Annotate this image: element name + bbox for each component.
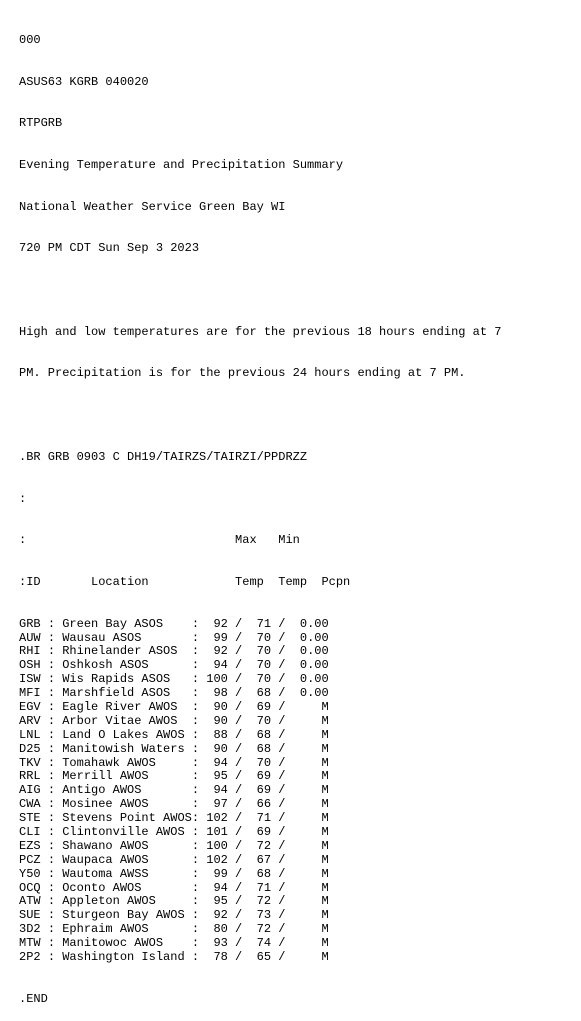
- station-id: CWA: [19, 797, 48, 812]
- column-separator: /: [271, 616, 293, 631]
- precip: 0.00: [292, 658, 329, 673]
- station-id: TKV: [19, 755, 48, 770]
- blank-line: [19, 409, 562, 423]
- min-temp: 69: [249, 783, 272, 798]
- column-separator: :: [191, 825, 200, 840]
- table-row: [19, 715, 562, 729]
- station-id: SUE: [19, 908, 48, 923]
- max-temp: 99: [199, 866, 228, 881]
- table-row: [19, 645, 562, 659]
- station-id: AIG: [19, 783, 48, 798]
- column-separator: :: [191, 686, 200, 701]
- precip: M: [292, 838, 329, 853]
- column-separator: :: [191, 894, 200, 909]
- column-separator: /: [227, 825, 250, 840]
- table-row: [19, 909, 562, 923]
- column-separator: :: [47, 686, 63, 701]
- precip: M: [292, 880, 329, 895]
- station-location: Merrill AWOS: [62, 769, 192, 784]
- table-row: [19, 770, 562, 784]
- column-separator: /: [271, 811, 293, 826]
- station-id: PCZ: [19, 852, 48, 867]
- column-separator: /: [227, 908, 250, 923]
- precip: 0.00: [292, 616, 329, 631]
- column-separator: /: [227, 880, 250, 895]
- max-temp: 94: [199, 658, 228, 673]
- column-separator: :: [191, 811, 200, 826]
- max-temp: 94: [199, 783, 228, 798]
- column-separator: /: [227, 894, 250, 909]
- precip: M: [292, 700, 329, 714]
- min-temp: 68: [249, 866, 272, 881]
- max-temp: 78: [199, 950, 228, 965]
- max-temp: 98: [199, 686, 228, 701]
- min-temp: 70: [249, 658, 272, 673]
- max-temp: 102: [199, 852, 228, 867]
- table-row: [19, 923, 562, 937]
- station-id: MFI: [19, 686, 48, 701]
- min-temp: 68: [249, 741, 272, 756]
- station-location: Arbor Vitae AWOS: [62, 713, 192, 728]
- column-separator: /: [271, 852, 293, 867]
- min-temp: 67: [249, 852, 272, 867]
- column-separator: :: [191, 936, 200, 951]
- table-row: [19, 937, 562, 951]
- station-id: OSH: [19, 658, 48, 673]
- precip: M: [292, 783, 329, 798]
- column-separator: /: [227, 741, 250, 756]
- column-separator: /: [271, 700, 293, 714]
- precip: M: [292, 908, 329, 923]
- min-temp: 71: [249, 616, 272, 631]
- column-separator: /: [271, 741, 293, 756]
- min-temp: 70: [249, 672, 272, 687]
- station-id: GRB: [19, 616, 48, 631]
- table-row: [19, 757, 562, 771]
- column-separator: :: [191, 797, 200, 812]
- table-row: [19, 840, 562, 854]
- column-separator: :: [191, 852, 200, 867]
- max-temp: 101: [199, 825, 228, 840]
- table-row: [19, 854, 562, 868]
- table-row: [19, 784, 562, 798]
- precip: M: [292, 866, 329, 881]
- station-id: ATW: [19, 894, 48, 909]
- precip: M: [292, 825, 329, 840]
- table-row: [19, 812, 562, 826]
- header-line: RTPGRB: [19, 116, 63, 131]
- column-separator: :: [47, 700, 63, 714]
- column-separator: :: [191, 755, 200, 770]
- column-separator: :: [47, 825, 63, 840]
- station-id: RRL: [19, 769, 48, 784]
- station-id: D25: [19, 741, 48, 756]
- max-temp: 90: [199, 700, 228, 714]
- header-line: ASUS63 KGRB 040020: [19, 74, 149, 89]
- column-separator: /: [271, 755, 293, 770]
- precip: M: [292, 713, 329, 728]
- column-separator: :: [47, 741, 63, 756]
- column-separator: :: [47, 838, 63, 853]
- column-separator: :: [191, 922, 200, 937]
- column-separator: :: [47, 616, 63, 631]
- station-location: Waupaca AWOS: [62, 852, 192, 867]
- column-separator: :: [47, 783, 63, 798]
- precip: M: [292, 769, 329, 784]
- column-separator: :: [47, 755, 63, 770]
- table-row: [19, 895, 562, 909]
- column-separator: :: [191, 769, 200, 784]
- shef-header-line: .BR GRB 0903 C DH19/TAIRZS/TAIRZI/PPDRZZ: [19, 449, 308, 464]
- table-row: [19, 659, 562, 673]
- min-temp: 70: [249, 755, 272, 770]
- table-row: [19, 951, 562, 965]
- station-location: Wis Rapids ASOS: [62, 672, 192, 687]
- header-line: 000: [19, 32, 41, 47]
- column-separator: :: [191, 741, 200, 756]
- station-id: 3D2: [19, 922, 48, 937]
- station-location: Green Bay ASOS: [62, 616, 192, 631]
- station-id: RHI: [19, 644, 48, 659]
- station-location: Land O Lakes AWOS: [62, 727, 192, 742]
- precip: 0.00: [292, 686, 329, 701]
- column-separator: :: [191, 866, 200, 881]
- station-id: MTW: [19, 936, 48, 951]
- station-location: Clintonville AWOS: [62, 825, 192, 840]
- column-separator: /: [271, 825, 293, 840]
- intro-line: PM. Precipitation is for the previous 24 hours ending at 7 PM.: [19, 366, 466, 381]
- min-temp: 68: [249, 727, 272, 742]
- column-separator: /: [227, 838, 250, 853]
- min-temp: 65: [249, 950, 272, 965]
- station-id: OCQ: [19, 880, 48, 895]
- station-location: Ephraim AWOS: [62, 922, 192, 937]
- precip: M: [292, 950, 329, 965]
- min-temp: 69: [249, 700, 272, 714]
- column-separator: :: [47, 797, 63, 812]
- column-separator: /: [271, 658, 293, 673]
- column-separator: /: [271, 936, 293, 951]
- station-location: Wautoma AWSS: [62, 866, 192, 881]
- column-separator: /: [227, 672, 250, 687]
- min-temp: 70: [249, 630, 272, 645]
- column-separator: :: [191, 700, 200, 714]
- column-separator: :: [47, 880, 63, 895]
- station-location: Oconto AWOS: [62, 880, 192, 895]
- column-separator: /: [271, 713, 293, 728]
- max-temp: 100: [199, 838, 228, 853]
- column-separator: :: [191, 713, 200, 728]
- min-temp: 69: [249, 825, 272, 840]
- precip: M: [292, 727, 329, 742]
- station-location: Stevens Point AWOS: [62, 811, 192, 826]
- column-separator: :: [47, 769, 63, 784]
- precip: M: [292, 811, 329, 826]
- min-temp: 71: [249, 811, 272, 826]
- column-separator: /: [271, 866, 293, 881]
- max-temp: 94: [199, 880, 228, 895]
- table-row: [19, 687, 562, 701]
- precip: M: [292, 922, 329, 937]
- min-temp: 68: [249, 686, 272, 701]
- station-id: LNL: [19, 727, 48, 742]
- table-row: [19, 868, 562, 882]
- column-separator: /: [227, 866, 250, 881]
- table-row: [19, 729, 562, 743]
- column-separator: :: [47, 922, 63, 937]
- precip: M: [292, 741, 329, 756]
- max-temp: 92: [199, 644, 228, 659]
- column-separator: :: [47, 630, 63, 645]
- min-temp: 72: [249, 894, 272, 909]
- min-temp: 72: [249, 838, 272, 853]
- station-id: ARV: [19, 713, 48, 728]
- column-separator: :: [191, 908, 200, 923]
- station-location: Mosinee AWOS: [62, 797, 192, 812]
- column-separator: :: [191, 644, 200, 659]
- station-id: CLI: [19, 825, 48, 840]
- table-row: [19, 701, 562, 715]
- station-id: 2P2: [19, 950, 48, 965]
- max-temp: 90: [199, 741, 228, 756]
- column-header-line: :ID Location Temp Temp Pcpn: [19, 574, 351, 589]
- max-temp: 94: [199, 755, 228, 770]
- table-row: [19, 673, 562, 687]
- intro-line: High and low temperatures are for the previous 18 hours ending at 7: [19, 324, 502, 339]
- column-separator: :: [47, 866, 63, 881]
- column-separator: /: [227, 797, 250, 812]
- precip: 0.00: [292, 672, 329, 687]
- station-location: Tomahawk AWOS: [62, 755, 192, 770]
- min-temp: 72: [249, 922, 272, 937]
- column-separator: /: [271, 908, 293, 923]
- column-separator: :: [47, 672, 63, 687]
- column-separator: :: [47, 894, 63, 909]
- column-separator: :: [47, 950, 63, 965]
- column-separator: /: [227, 922, 250, 937]
- table-row: [19, 618, 562, 632]
- max-temp: 95: [199, 769, 228, 784]
- station-location: Antigo AWOS: [62, 783, 192, 798]
- station-location: Wausau ASOS: [62, 630, 192, 645]
- station-id: AUW: [19, 630, 48, 645]
- column-separator: /: [271, 838, 293, 853]
- blank-line: [19, 284, 562, 298]
- column-separator: /: [227, 630, 250, 645]
- station-location: Shawano AWOS: [62, 838, 192, 853]
- station-id: EZS: [19, 838, 48, 853]
- column-separator: /: [227, 713, 250, 728]
- station-location: Manitowish Waters: [62, 741, 192, 756]
- table-row: [19, 798, 562, 812]
- column-header-line: : Max Min: [19, 533, 300, 548]
- column-separator: /: [271, 950, 293, 965]
- issuing-office: National Weather Service Green Bay WI: [19, 199, 286, 214]
- min-temp: 71: [249, 880, 272, 895]
- column-separator: /: [227, 727, 250, 742]
- max-temp: 95: [199, 894, 228, 909]
- precip: M: [292, 852, 329, 867]
- max-temp: 97: [199, 797, 228, 812]
- station-location: Oshkosh ASOS: [62, 658, 192, 673]
- min-temp: 70: [249, 713, 272, 728]
- precip: M: [292, 894, 329, 909]
- column-separator: :: [191, 727, 200, 742]
- precip: M: [292, 755, 329, 770]
- column-separator: /: [227, 950, 250, 965]
- station-location: Sturgeon Bay AWOS: [62, 908, 192, 923]
- station-location: Eagle River AWOS: [62, 700, 192, 714]
- max-temp: 90: [199, 713, 228, 728]
- column-separator: :: [191, 630, 200, 645]
- column-separator: :: [191, 950, 200, 965]
- column-separator: /: [271, 894, 293, 909]
- issue-time: 720 PM CDT Sun Sep 3 2023: [19, 241, 200, 256]
- max-temp: 80: [199, 922, 228, 937]
- column-separator: /: [227, 686, 250, 701]
- column-separator: :: [191, 880, 200, 895]
- column-separator: /: [271, 769, 293, 784]
- column-separator: :: [191, 616, 200, 631]
- column-separator: /: [271, 630, 293, 645]
- column-separator: /: [227, 811, 250, 826]
- min-temp: 74: [249, 936, 272, 951]
- station-location: Washington Island: [62, 950, 192, 965]
- max-temp: 92: [199, 908, 228, 923]
- column-separator: /: [271, 783, 293, 798]
- column-separator: /: [227, 783, 250, 798]
- max-temp: 99: [199, 630, 228, 645]
- column-separator: :: [47, 713, 63, 728]
- column-separator: /: [227, 755, 250, 770]
- column-separator: /: [271, 880, 293, 895]
- max-temp: 93: [199, 936, 228, 951]
- column-separator: :: [191, 658, 200, 673]
- column-separator: :: [47, 908, 63, 923]
- max-temp: 100: [199, 672, 228, 687]
- column-separator: :: [47, 644, 63, 659]
- max-temp: 88: [199, 727, 228, 742]
- column-separator: /: [271, 686, 293, 701]
- end-line: .END: [19, 991, 48, 1006]
- column-separator: :: [47, 936, 63, 951]
- station-id: STE: [19, 811, 48, 826]
- column-separator: /: [227, 769, 250, 784]
- station-location: Marshfield ASOS: [62, 686, 192, 701]
- station-table: [19, 618, 562, 965]
- column-separator: /: [271, 922, 293, 937]
- max-temp: 102: [199, 811, 228, 826]
- column-separator: /: [271, 672, 293, 687]
- station-location: Rhinelander ASOS: [62, 644, 192, 659]
- column-separator: :: [47, 727, 63, 742]
- max-temp: 92: [199, 616, 228, 631]
- column-separator: :: [47, 658, 63, 673]
- precip: M: [292, 936, 329, 951]
- column-separator: :: [191, 672, 200, 687]
- table-row: [19, 632, 562, 646]
- min-temp: 70: [249, 644, 272, 659]
- table-row: [19, 826, 562, 840]
- precip: M: [292, 797, 329, 812]
- column-separator: /: [227, 658, 250, 673]
- column-separator: :: [191, 838, 200, 853]
- station-id: EGV: [19, 700, 48, 714]
- station-id: ISW: [19, 672, 48, 687]
- station-location: Manitowoc AWOS: [62, 936, 192, 951]
- precip: 0.00: [292, 630, 329, 645]
- table-row: [19, 743, 562, 757]
- column-header-line: :: [19, 491, 27, 506]
- precip: 0.00: [292, 644, 329, 659]
- column-separator: /: [271, 797, 293, 812]
- column-separator: /: [227, 852, 250, 867]
- column-separator: /: [227, 644, 250, 659]
- station-id: Y50: [19, 866, 48, 881]
- min-temp: 69: [249, 769, 272, 784]
- column-separator: /: [227, 936, 250, 951]
- product-title: Evening Temperature and Precipitation Summary: [19, 157, 344, 172]
- column-separator: :: [47, 852, 63, 867]
- min-temp: 73: [249, 908, 272, 923]
- column-separator: /: [271, 644, 293, 659]
- table-row: [19, 882, 562, 896]
- column-separator: :: [191, 783, 200, 798]
- column-separator: :: [47, 811, 63, 826]
- column-separator: /: [227, 616, 250, 631]
- min-temp: 66: [249, 797, 272, 812]
- station-location: Appleton AWOS: [62, 894, 192, 909]
- column-separator: /: [227, 700, 250, 714]
- column-separator: /: [271, 727, 293, 742]
